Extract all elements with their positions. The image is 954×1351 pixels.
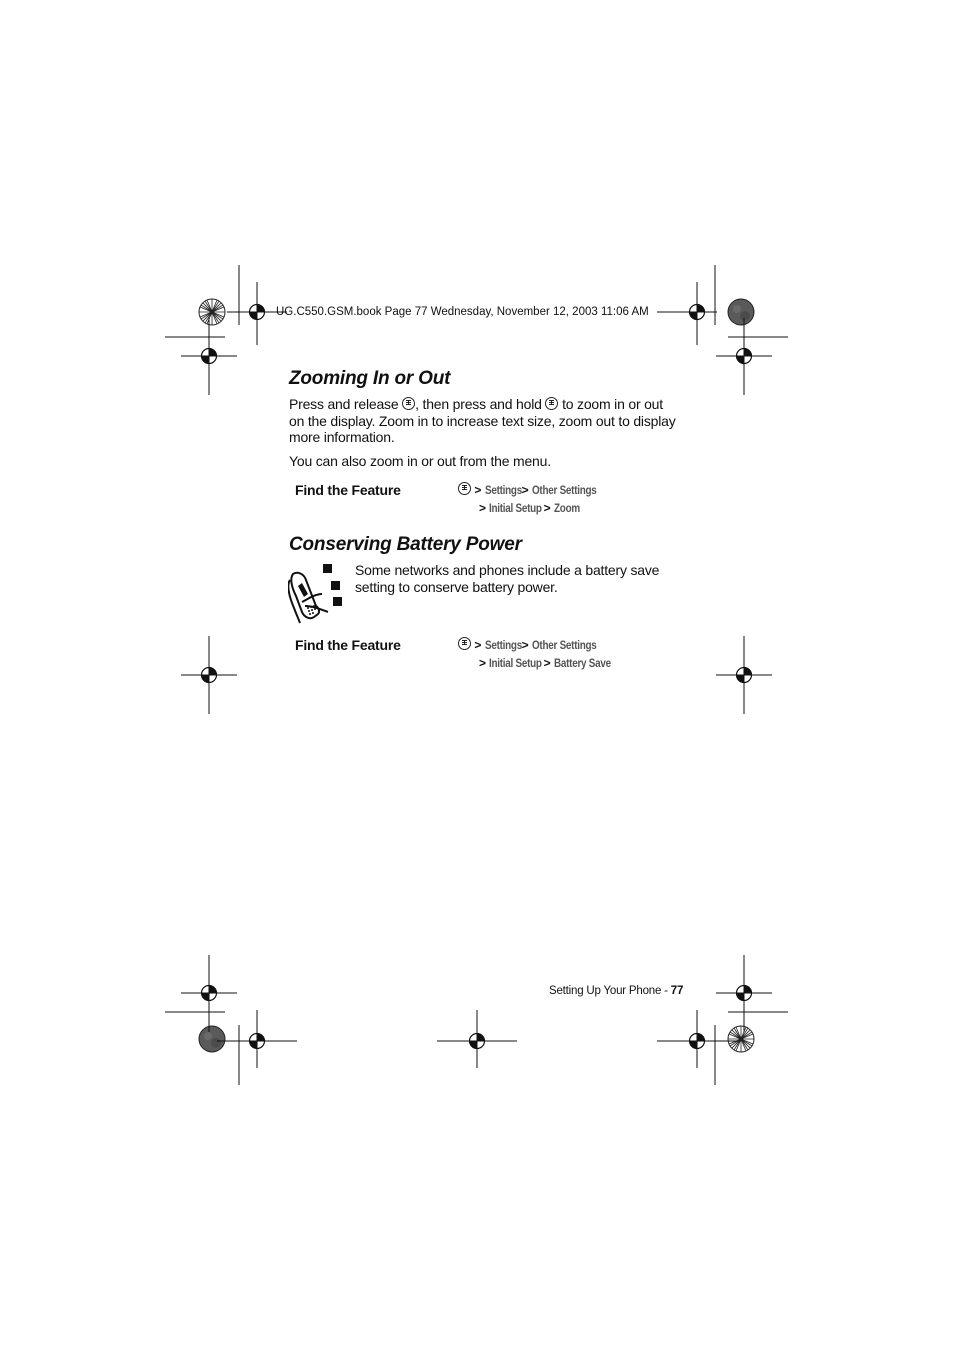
battery-paragraph: Some networks and phones include a battery save setting to conserve battery power. <box>355 562 660 595</box>
menu-key-icon <box>402 397 415 410</box>
find-feature-label: Find the Feature <box>295 637 401 653</box>
section-title-battery: Conserving Battery Power <box>289 534 522 555</box>
section-title-zooming: Zooming In or Out <box>289 368 451 389</box>
menu-item-battery-save: Battery Save <box>554 658 611 670</box>
menu-item-other-settings: Other Settings <box>532 640 597 652</box>
color-bar-circle-icon <box>199 299 225 325</box>
menu-item-zoom: Zoom <box>554 503 580 515</box>
menu-key-icon <box>458 482 471 495</box>
network-dependent-phone-icon <box>288 562 346 624</box>
zoom-paragraph: Press and release , then press and hold to zoom in or out on the display. Zoom in to increase text size, zoom out to display more information. <box>289 396 676 445</box>
page-number: 77 <box>670 985 684 997</box>
page-footer <box>549 985 683 997</box>
menu-item-initial-setup: Initial Setup <box>489 658 543 670</box>
book-header: UG.C550.GSM.book Page 77 Wednesday, November 12, 2003 11:06 AM <box>276 306 649 318</box>
zoom-menu-note: You can also zoom in or out from the menu. <box>289 453 551 469</box>
feature-path-zoom: > Settings> Other Settings > Initial Setup > Zoom <box>458 482 607 518</box>
find-feature-label: Find the Feature <box>295 482 401 498</box>
feature-path-battery-save: > Settings> Other Settings > Initial Setup > Battery Save <box>458 637 620 673</box>
menu-key-icon <box>458 637 471 650</box>
menu-key-icon <box>545 397 558 410</box>
menu-item-initial-setup: Initial Setup <box>489 503 543 515</box>
footer-section: Setting Up Your Phone - <box>549 985 671 997</box>
menu-item-other-settings: Other Settings <box>532 485 597 497</box>
menu-item-settings: Settings <box>484 485 522 497</box>
menu-item-settings: Settings <box>484 640 522 652</box>
